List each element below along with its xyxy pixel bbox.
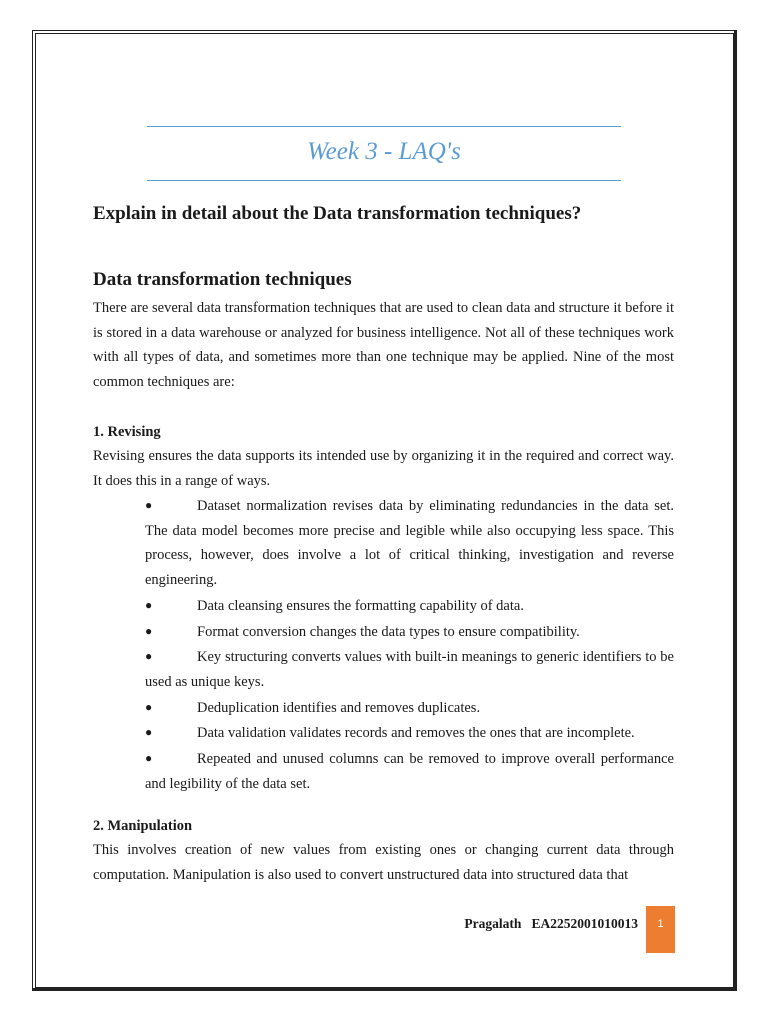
bullet-text: Repeated and unused columns can be removed to improve overall performance and legibility of the data set.	[145, 751, 674, 792]
bullet-text: Format conversion changes the data types to ensure compatibility.	[197, 623, 580, 640]
bullet-icon: ●	[145, 699, 153, 714]
page-title: Week 3 - LAQ's	[307, 138, 461, 165]
bullet-text: Data validation validates records and removes the ones that are incomplete.	[197, 725, 635, 742]
manipulation-heading: 2. Manipulation	[93, 818, 193, 834]
bullet-item	[145, 593, 674, 619]
footer-author-name: Pragalath	[464, 916, 522, 931]
revising-bullet-list	[145, 493, 674, 796]
bullet-icon: ●	[145, 498, 153, 512]
bullet-icon: ●	[145, 751, 153, 766]
bullet-icon: ●	[145, 623, 153, 638]
bullet-text: Key structuring converts values with built-in meanings to generic identifiers to be used as unique keys.	[145, 649, 674, 690]
intro-paragraph: There are several data transformation techniques that are used to clean data and structure it before it is stored in a data warehouse or analyzed for business intelligence. Not all of these techniques work with all types of data, and sometimes more than one technique may be applied. Nine of the most common techniques are:	[93, 300, 674, 391]
title-top-rule	[147, 126, 621, 127]
revising-paragraph: Revising ensures the data supports its intended use by organizing it in the required and correct way. It does this in a range of ways.	[93, 448, 674, 489]
title-bottom-rule	[147, 180, 621, 181]
bullet-icon: ●	[145, 725, 153, 740]
bullet-text: Dataset normalization revises data by eliminating redundancies in the data set. The data model becomes more precise and legible while also occupying less space. This process, however, does involve a lot of critical thinking, investigation and reverse engineering.	[145, 498, 674, 589]
bullet-item	[145, 493, 674, 593]
question-heading: Explain in detail about the Data transformation techniques?	[93, 203, 582, 224]
page-number-badge: 1	[646, 906, 675, 953]
revising-heading: 1. Revising	[93, 424, 161, 440]
bullet-icon: ●	[145, 649, 153, 664]
footer-author-id: EA2252001010013	[531, 916, 638, 931]
bullet-item	[145, 695, 674, 721]
bullet-item	[145, 619, 674, 645]
manipulation-paragraph: This involves creation of new values from existing ones or changing current data through computation. Manipulation is also used to convert unstructured data into structured data that	[93, 842, 674, 883]
bullet-item	[145, 720, 674, 746]
section-title: Data transformation techniques	[93, 269, 352, 290]
bullet-icon: ●	[145, 597, 153, 612]
footer-author	[464, 914, 638, 934]
bullet-item	[145, 746, 674, 796]
bullet-item	[145, 644, 674, 694]
bullet-text: Deduplication identifies and removes duplicates.	[197, 699, 481, 716]
bullet-text: Data cleansing ensures the formatting capability of data.	[197, 597, 524, 614]
